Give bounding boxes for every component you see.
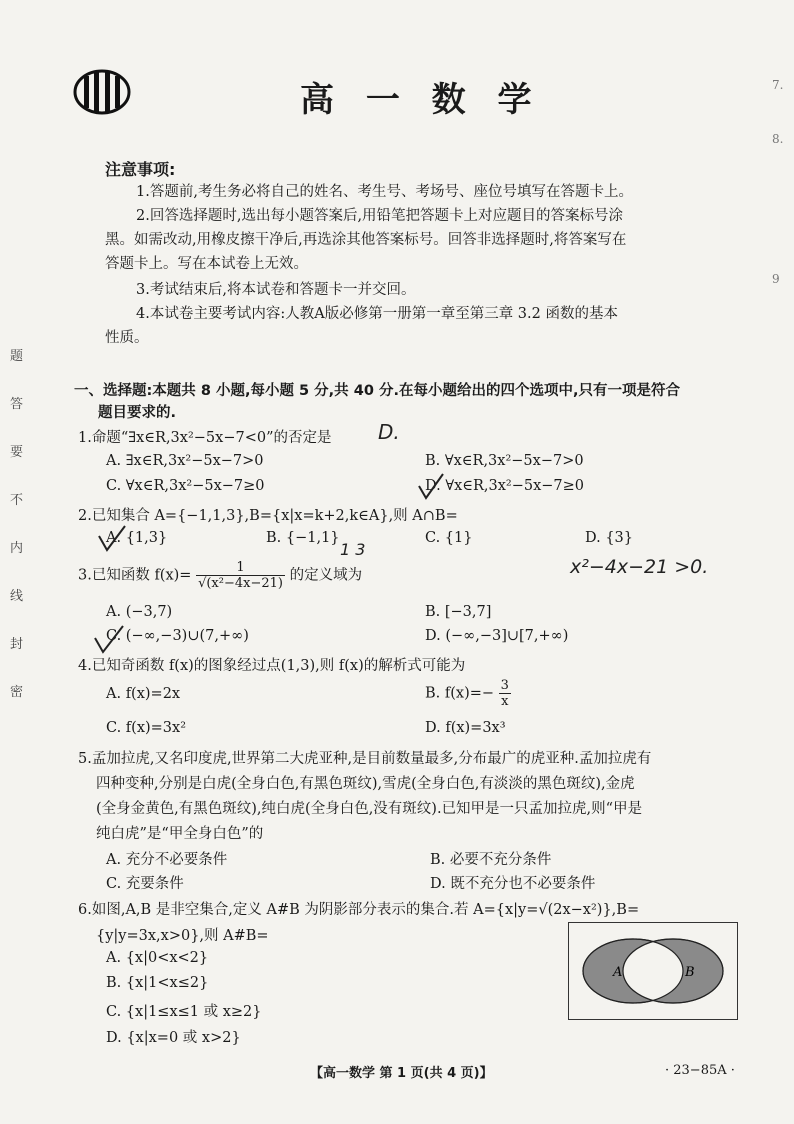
venn-label-a: A: [613, 965, 623, 980]
q2-option-a: A. {1,3}: [106, 530, 168, 546]
q6-option-b: B. {x|1<x≤2}: [106, 975, 209, 991]
q4-b-numerator: 3: [500, 678, 509, 693]
right-margin-number: 8.: [772, 132, 784, 146]
question-5-line: 纯白虎”是“甲全身白色”的: [96, 826, 264, 842]
notice-item: 答题卡上。写在本试卷上无效。: [105, 256, 308, 272]
question-6-line: {y|y=3x,x>0},则 A#B=: [96, 928, 269, 944]
q4-option-d: D. f(x)=3x³: [425, 720, 506, 736]
q1-option-b: B. ∀x∈R,3x²−5x−7>0: [425, 453, 584, 469]
q3-option-b: B. [−3,7]: [425, 604, 492, 620]
q5-option-a: A. 充分不必要条件: [106, 852, 228, 868]
seal-char: 密: [10, 685, 24, 700]
q5-option-d: D. 既不充分也不必要条件: [430, 876, 596, 892]
q3-denominator: √(x²−4x−21): [198, 576, 283, 591]
section-heading: [74, 380, 734, 424]
handwritten-answer: D.: [378, 420, 400, 444]
q6-option-c: C. {x|1≤x≤1 或 x≥2}: [106, 1004, 262, 1020]
question-1-stem: 1.命题“∃x∈R,3x²−5x−7<0”的否定是: [78, 430, 332, 446]
seal-line-text: [10, 350, 26, 734]
seal-char: 线: [10, 589, 24, 604]
q2-option-d: D. {3}: [585, 530, 634, 546]
publisher-logo: [72, 68, 132, 116]
q6-option-d: D. {x|x=0 或 x>2}: [106, 1030, 241, 1046]
notice-item: 2.回答选择题时,选出每小题答案后,用铅笔把答题卡上对应题目的答案标号涂: [136, 208, 624, 224]
q1-option-a: A. ∃x∈R,3x²−5x−7>0: [106, 453, 264, 469]
notice-item: 黑。如需改动,用橡皮擦干净后,再选涂其他答案标号。回答非选择题时,将答案写在: [105, 232, 627, 248]
notice-item: 1.答题前,考生务必将自己的姓名、考生号、考场号、座位号填写在答题卡上。: [136, 184, 633, 200]
venn-diagram-svg: [569, 923, 737, 1019]
seal-char: 答: [10, 397, 24, 412]
q6-option-a: A. {x|0<x<2}: [106, 950, 209, 966]
seal-char: 内: [10, 541, 24, 556]
handwritten-note: x²−4x−21 >0.: [570, 556, 709, 578]
seal-char: 不: [10, 493, 24, 508]
question-4-stem: 4.已知奇函数 f(x)的图象经过点(1,3),则 f(x)的解析式可能为: [78, 658, 466, 674]
q3-stem-pre: 3.已知函数 f(x)=: [78, 567, 192, 584]
question-3-stem: [78, 560, 362, 591]
q5-option-b: B. 必要不充分条件: [430, 852, 552, 868]
q4-option-b-pre: B. f(x)=−: [425, 685, 495, 702]
q4-option-b: [425, 678, 511, 709]
q3-option-c: C. (−∞,−3)∪(7,+∞): [106, 628, 249, 644]
q1-option-d: D. ∀x∈R,3x²−5x−7≥0: [425, 478, 585, 494]
question-5-line: (全身金黄色,有黑色斑纹),纯白虎(全身白色,没有斑纹).已知甲是一只孟加拉虎,则“甲是: [96, 801, 643, 817]
section-heading-line: 题目要求的.: [98, 405, 177, 421]
question-5-line: 四种变种,分别是白虎(全身白色,有黑色斑纹),雪虎(全身白色,有淡淡的黑色斑纹),金虎: [96, 776, 635, 792]
seal-char: 题: [10, 349, 24, 364]
handwritten-note: 1 3: [340, 540, 366, 559]
check-mark-icon: [96, 524, 128, 554]
notice-item: 性质。: [105, 330, 149, 346]
q3-option-a: A. (−3,7): [106, 604, 173, 620]
section-heading-line: 一、选择题:本题共 8 小题,每小题 5 分,共 40 分.在每小题给出的四个选项中,只有一项是符合: [74, 383, 680, 399]
notice-item: 3.考试结束后,将本试卷和答题卡一并交回。: [136, 282, 416, 298]
right-margin-number: 9: [772, 272, 780, 286]
page-footer: 【高一数学 第 1 页(共 4 页)】: [310, 1066, 493, 1081]
q4-b-denominator: x: [501, 694, 509, 709]
q5-option-c: C. 充要条件: [106, 876, 184, 892]
question-6-line: 6.如图,A,B 是非空集合,定义 A#B 为阴影部分表示的集合.若 A={x|y=√(2x−x²)},B=: [78, 902, 640, 918]
q4-option-a: A. f(x)=2x: [106, 686, 181, 702]
notice-heading: 注意事项:: [105, 160, 176, 179]
q3-numerator: 1: [196, 560, 285, 576]
seal-char: 要: [10, 445, 24, 460]
right-margin-number: 7.: [772, 78, 784, 92]
seal-char: 封: [10, 637, 24, 652]
notice-item: 4.本试卷主要考试内容:人教A版必修第一册第一章至第三章 3.2 函数的基本: [136, 306, 618, 322]
check-mark-icon: [416, 472, 446, 502]
question-5-line: 5.孟加拉虎,又名印度虎,世界第二大虎亚种,是目前数量最多,分布最广的虎亚种.孟加拉虎有: [78, 751, 652, 767]
q3-option-d: D. (−∞,−3]∪[7,+∞): [425, 628, 569, 644]
q2-option-b: B. {−1,1}: [266, 530, 340, 546]
q4-option-b-fraction: [499, 678, 511, 709]
venn-label-b: B: [685, 965, 695, 980]
question-2-stem: 2.已知集合 A={−1,1,3},B={x|x=k+2,k∈A},则 A∩B=: [78, 508, 458, 524]
q3-stem-post: 的定义域为: [289, 567, 363, 584]
venn-diagram: [568, 922, 738, 1020]
exam-code: · 23−85A ·: [665, 1063, 735, 1078]
q3-fraction: [196, 560, 285, 591]
q2-option-c: C. {1}: [425, 530, 473, 546]
page-title: 高 一 数 学: [300, 80, 542, 120]
q1-option-c: C. ∀x∈R,3x²−5x−7≥0: [106, 478, 265, 494]
check-mark-icon: [92, 624, 126, 656]
q4-option-c: C. f(x)=3x²: [106, 720, 187, 736]
